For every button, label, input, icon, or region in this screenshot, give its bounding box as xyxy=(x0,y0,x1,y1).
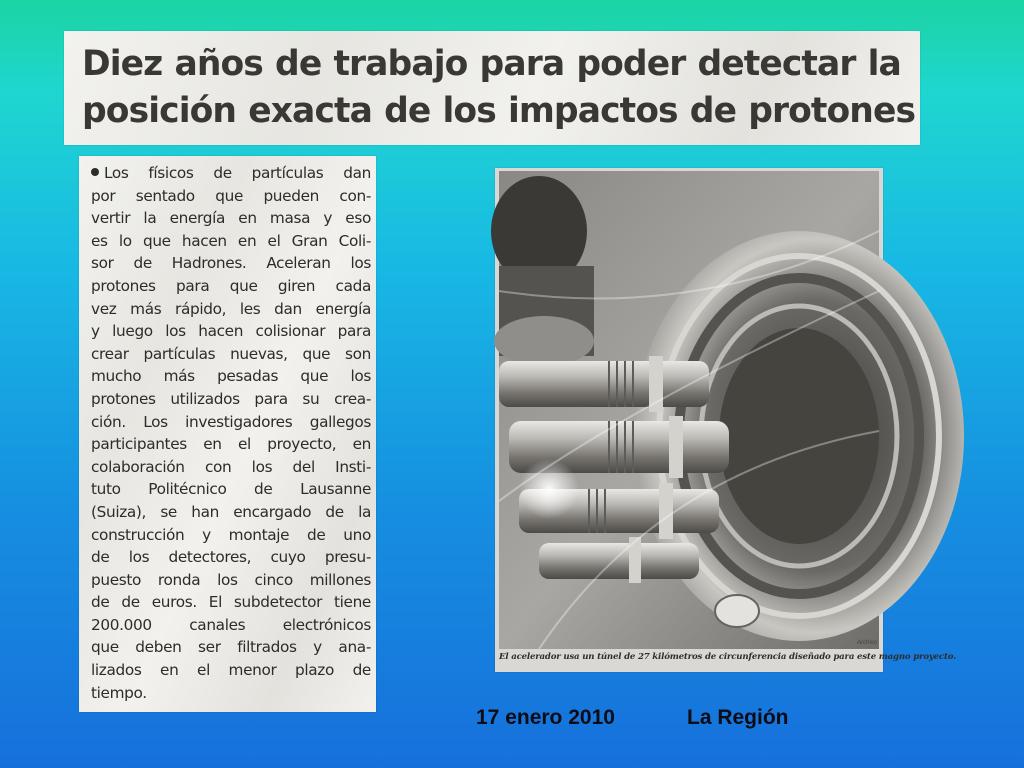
article-line: que deben ser filtrados y ana- xyxy=(91,638,371,657)
article-line: de los detectores, cuyo presu- xyxy=(91,548,371,567)
publication-source: La Región xyxy=(687,706,789,729)
article-line: es lo que hacen en el Gran Coli- xyxy=(91,231,371,250)
article-line: por sentado que pueden con- xyxy=(91,186,371,205)
article-line: de de euros. El subdetector tiene xyxy=(91,593,371,612)
headline-line-2: posición exacta de los impactos de protones xyxy=(82,91,916,131)
article-line: y luego los hacen colisionar para xyxy=(91,322,371,341)
article-line: vertir la energía en masa y eso xyxy=(91,209,371,228)
article-line: ción. Los investigadores gallegos xyxy=(91,412,371,431)
headline-clipping xyxy=(64,31,920,145)
article-line: vez más rápido, les dan energía xyxy=(91,299,371,318)
article-line: colaboración con los del Insti- xyxy=(91,457,371,476)
photo-credit: Archivo xyxy=(856,640,877,646)
bullet-icon xyxy=(91,168,99,176)
article-body xyxy=(79,156,376,704)
article-line: participantes en el proyecto, en xyxy=(91,435,371,454)
article-line: mucho más pesadas que los xyxy=(91,367,371,386)
headline-line-1: Diez años de trabajo para poder detectar la xyxy=(82,44,901,84)
accelerator-photo xyxy=(499,171,879,649)
photo-caption: El acelerador usa un túnel de 27 kilómetros de circunferencia diseñado para este magno proyecto. xyxy=(499,652,956,662)
photo-clipping xyxy=(495,168,956,672)
publication-date: 17 enero 2010 xyxy=(476,706,615,729)
article-line: puesto ronda los cinco millones xyxy=(91,570,371,589)
article-line: construcción y montaje de uno xyxy=(91,525,371,544)
article-line: Los físicos de partículas dan xyxy=(91,162,371,185)
article-line: protones utilizados para su crea- xyxy=(91,389,371,408)
article-line: crear partículas nuevas, que son xyxy=(91,344,371,363)
article-line: lizados en el menor plazo de xyxy=(91,661,371,680)
article-body-clipping xyxy=(79,156,376,712)
headline xyxy=(64,31,920,135)
article-line: 200.000 canales electrónicos xyxy=(91,615,371,634)
article-line: tuto Politécnico de Lausanne xyxy=(91,480,371,499)
article-line: (Suiza), se han encargado de la xyxy=(91,502,371,521)
article-line: tiempo. xyxy=(91,683,147,702)
article-line: protones para que giren cada xyxy=(91,276,371,295)
article-line: sor de Hadrones. Aceleran los xyxy=(91,254,371,273)
